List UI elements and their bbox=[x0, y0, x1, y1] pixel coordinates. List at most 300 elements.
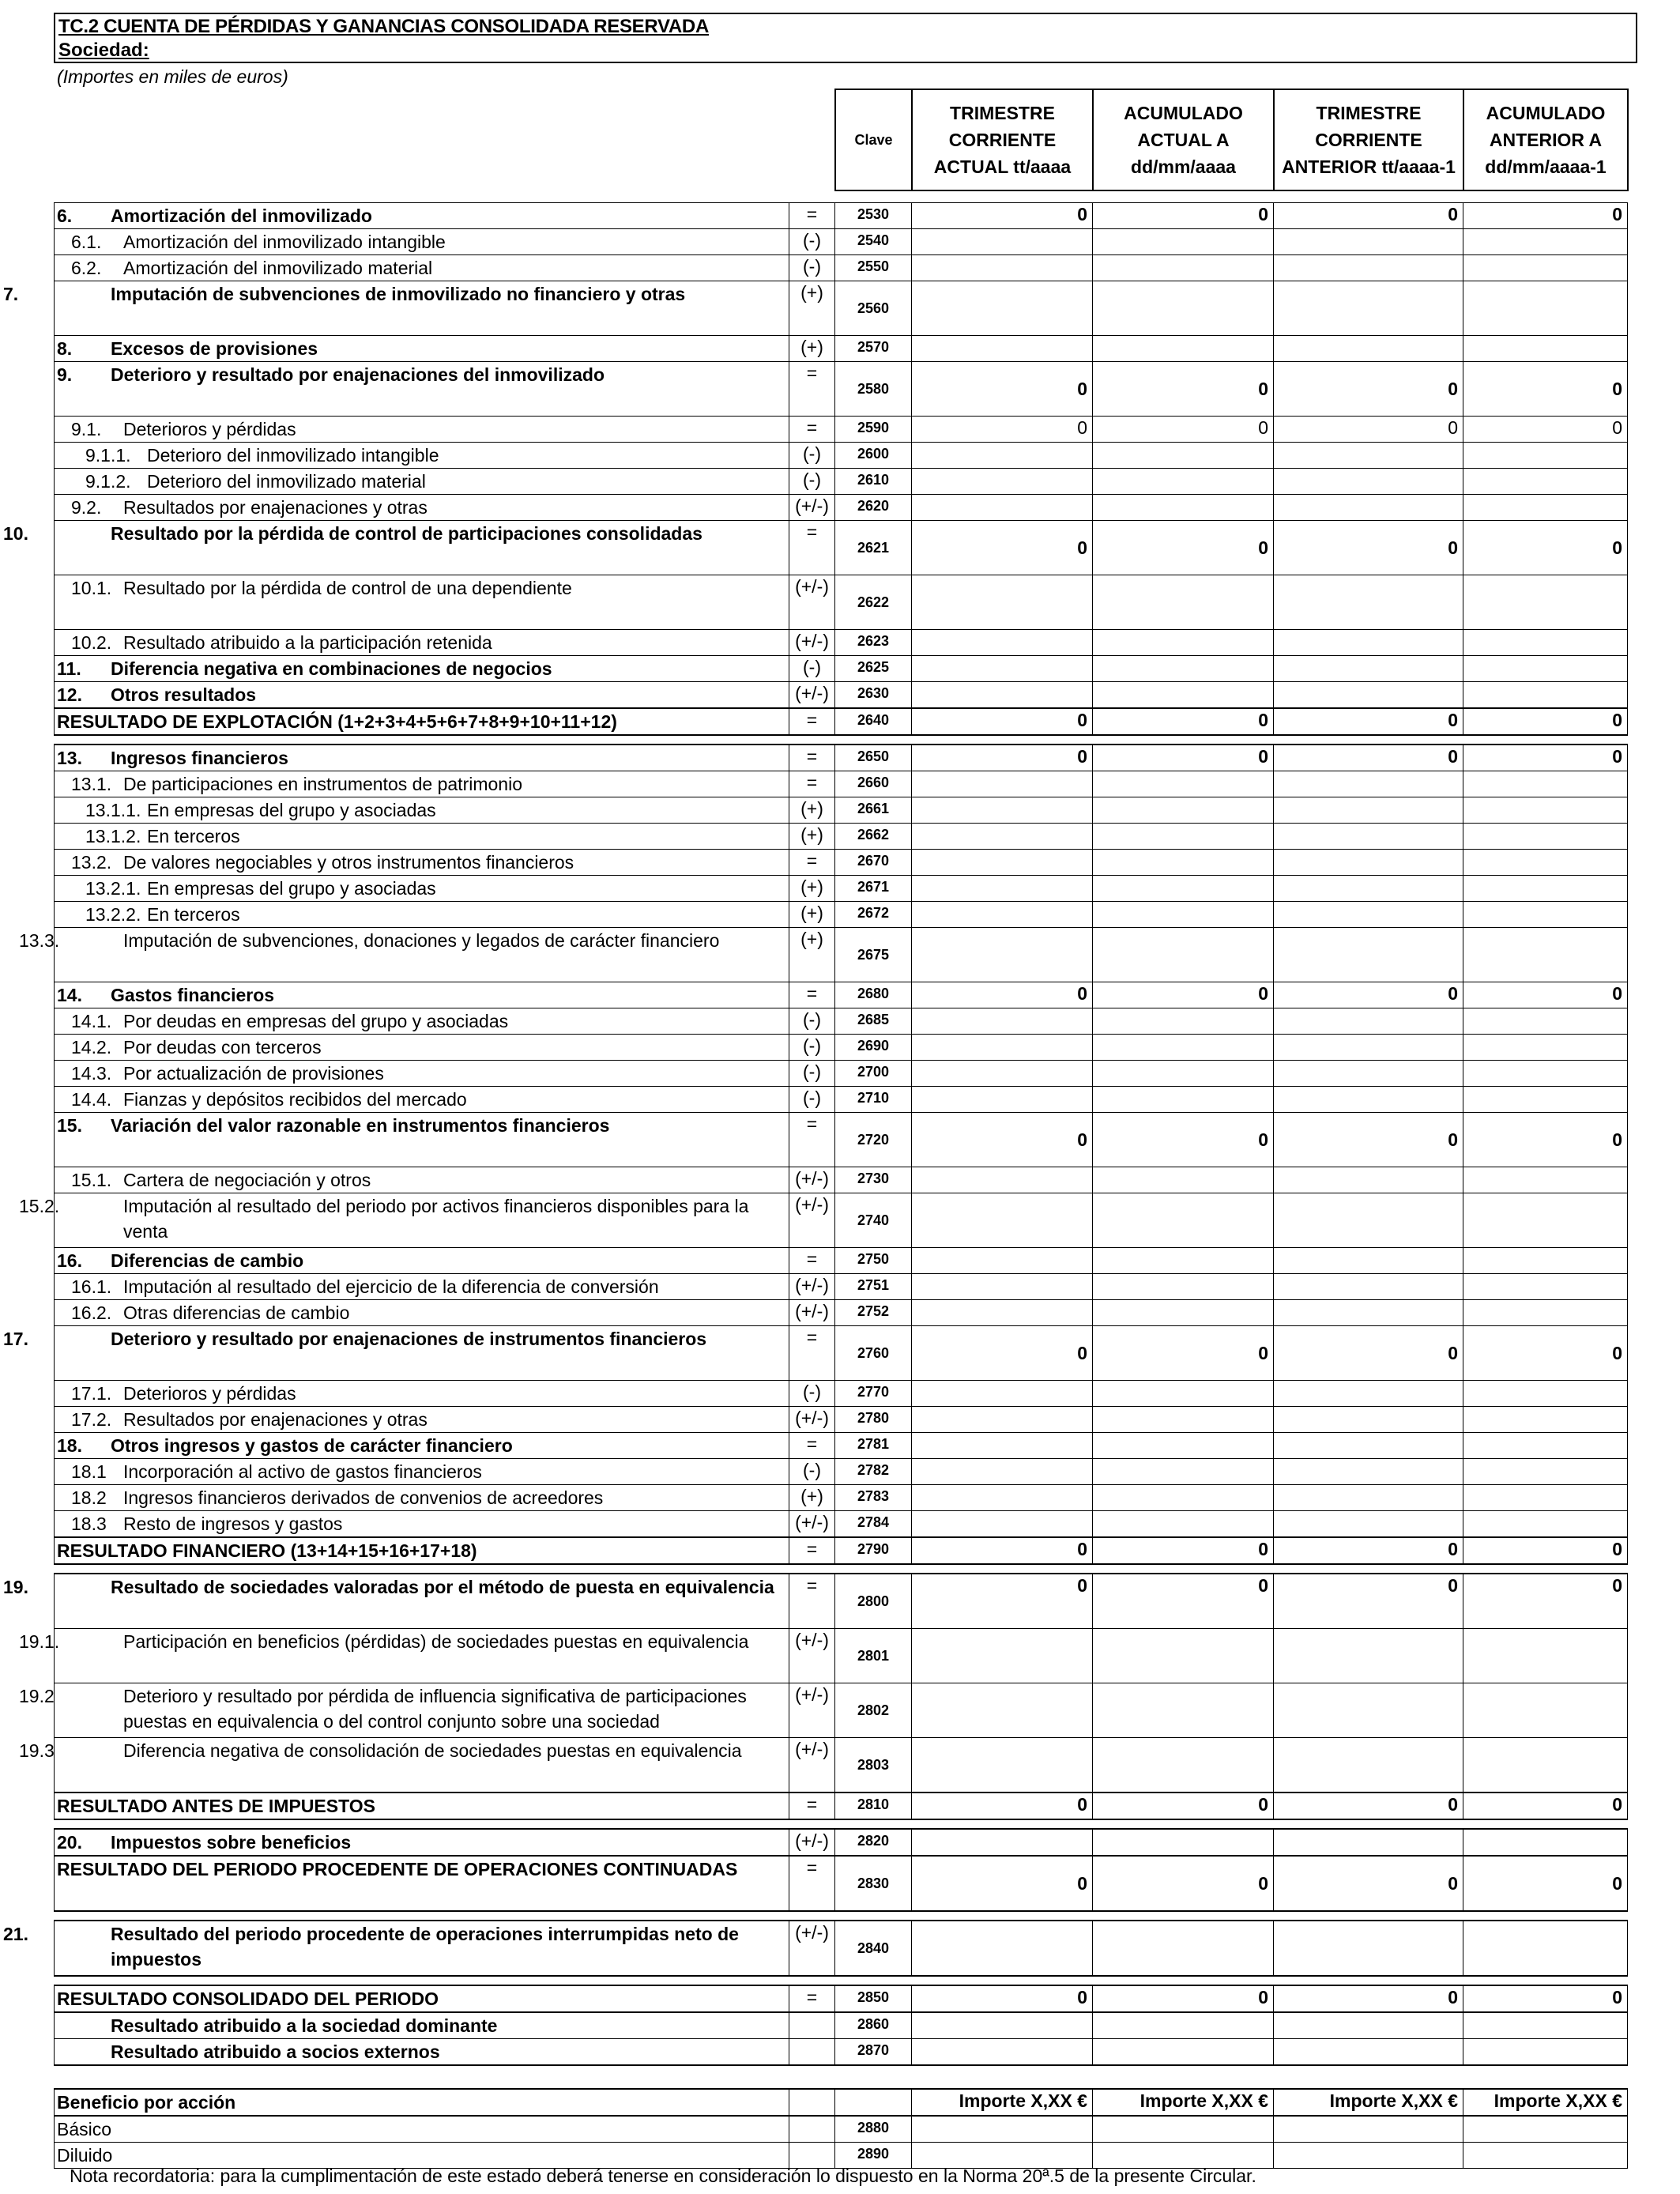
row-key: 2620 bbox=[835, 495, 912, 521]
value-cell[interactable] bbox=[912, 336, 1093, 362]
value-cell[interactable]: 0 bbox=[1274, 417, 1463, 443]
value-cell[interactable] bbox=[1093, 2039, 1274, 2066]
value-cell[interactable]: 0 bbox=[1463, 1113, 1628, 1167]
value-cell[interactable] bbox=[912, 1485, 1093, 1511]
value-cell[interactable] bbox=[912, 1300, 1093, 1326]
value-cell[interactable] bbox=[1093, 1738, 1274, 1793]
value-cell[interactable]: 0 bbox=[1274, 745, 1463, 771]
value-cell[interactable] bbox=[1463, 824, 1628, 850]
row-number: 19. bbox=[3, 1577, 28, 1597]
value-cell[interactable] bbox=[1463, 850, 1628, 876]
value-cell[interactable] bbox=[1274, 443, 1463, 469]
table-row bbox=[55, 1511, 1628, 1538]
value-cell[interactable] bbox=[1463, 928, 1628, 982]
value-cell[interactable]: 0 bbox=[912, 1856, 1093, 1911]
value-cell[interactable] bbox=[1274, 336, 1463, 362]
value-cell[interactable] bbox=[1274, 1511, 1463, 1538]
value-cell[interactable] bbox=[1093, 1248, 1274, 1274]
value-cell[interactable] bbox=[1274, 1193, 1463, 1248]
value-cell[interactable]: 0 bbox=[1463, 1574, 1628, 1629]
value-cell[interactable]: Importe X,XX € bbox=[1093, 2089, 1274, 2116]
table-row bbox=[55, 255, 1628, 281]
value-cell[interactable] bbox=[1274, 2039, 1463, 2066]
value-cell[interactable]: 0 bbox=[1463, 1326, 1628, 1381]
value-cell[interactable] bbox=[1093, 1008, 1274, 1035]
row-sign: (-) bbox=[789, 1381, 835, 1407]
value-cell[interactable] bbox=[1463, 797, 1628, 824]
value-cell[interactable] bbox=[1274, 1381, 1463, 1407]
row-label bbox=[55, 1856, 789, 1911]
value-cell[interactable] bbox=[1093, 1381, 1274, 1407]
row-label-text: Otros ingresos y gastos de carácter financiero bbox=[111, 1435, 513, 1456]
value-cell[interactable] bbox=[1463, 876, 1628, 902]
table-row bbox=[55, 1829, 1628, 1856]
value-cell[interactable] bbox=[1463, 1459, 1628, 1485]
row-label-text: Deterioros y pérdidas bbox=[123, 419, 296, 439]
value-cell[interactable]: 0 bbox=[1463, 417, 1628, 443]
value-cell[interactable]: 0 bbox=[1463, 203, 1628, 229]
value-cell[interactable]: 0 bbox=[1093, 745, 1274, 771]
value-cell[interactable] bbox=[1093, 1167, 1274, 1193]
value-cell[interactable]: 0 bbox=[912, 1326, 1093, 1381]
value-cell[interactable]: 0 bbox=[912, 982, 1093, 1008]
row-number: 13.2.2. bbox=[85, 904, 141, 925]
table-row bbox=[55, 281, 1628, 336]
value-cell[interactable]: 0 bbox=[1093, 362, 1274, 417]
row-label bbox=[55, 2143, 789, 2169]
value-cell[interactable] bbox=[912, 1087, 1093, 1113]
row-sign: (+/-) bbox=[789, 1167, 835, 1193]
value-cell[interactable] bbox=[1463, 495, 1628, 521]
value-cell[interactable] bbox=[1274, 1300, 1463, 1326]
value-cell[interactable] bbox=[1274, 902, 1463, 928]
row-label bbox=[55, 982, 789, 1008]
table-row bbox=[55, 1459, 1628, 1485]
value-cell[interactable] bbox=[1093, 1035, 1274, 1061]
value-cell[interactable] bbox=[912, 575, 1093, 630]
value-cell[interactable] bbox=[912, 1167, 1093, 1193]
value-cell[interactable] bbox=[1274, 771, 1463, 797]
value-cell[interactable] bbox=[1463, 682, 1628, 709]
value-cell[interactable]: 0 bbox=[912, 1113, 1093, 1167]
value-cell[interactable]: 0 bbox=[1463, 1856, 1628, 1911]
value-cell[interactable] bbox=[1093, 1629, 1274, 1683]
value-cell[interactable]: 0 bbox=[1274, 1985, 1463, 2012]
value-cell[interactable] bbox=[1463, 1381, 1628, 1407]
value-cell[interactable] bbox=[1093, 876, 1274, 902]
value-cell[interactable] bbox=[1463, 1407, 1628, 1433]
row-key: 2760 bbox=[835, 1326, 912, 1381]
value-cell[interactable] bbox=[912, 771, 1093, 797]
value-cell[interactable] bbox=[1274, 824, 1463, 850]
row-number: 14. bbox=[57, 985, 82, 1005]
value-cell[interactable] bbox=[1274, 682, 1463, 709]
value-cell[interactable] bbox=[1463, 281, 1628, 336]
value-cell[interactable] bbox=[1274, 1433, 1463, 1459]
row-label bbox=[55, 2012, 789, 2039]
value-cell[interactable]: 0 bbox=[1463, 521, 1628, 575]
value-cell[interactable] bbox=[912, 2143, 1093, 2169]
row-key: 2661 bbox=[835, 797, 912, 824]
row-sign: = bbox=[789, 521, 835, 575]
value-cell[interactable]: 0 bbox=[1093, 1793, 1274, 1819]
value-cell[interactable] bbox=[912, 630, 1093, 656]
value-cell[interactable]: 0 bbox=[1093, 1985, 1274, 2012]
value-cell[interactable]: 0 bbox=[1463, 362, 1628, 417]
value-cell[interactable] bbox=[1093, 1433, 1274, 1459]
row-label-text: Fianzas y depósitos recibidos del mercado bbox=[123, 1089, 467, 1110]
value-cell[interactable] bbox=[1274, 255, 1463, 281]
value-cell[interactable] bbox=[1463, 1683, 1628, 1738]
table-row bbox=[55, 575, 1628, 630]
value-cell[interactable]: 0 bbox=[1274, 521, 1463, 575]
value-cell[interactable] bbox=[1463, 1300, 1628, 1326]
row-label-text: RESULTADO DEL PERIODO PROCEDENTE DE OPERACIONES CONTINUADAS bbox=[57, 1859, 738, 1879]
value-cell[interactable]: Importe X,XX € bbox=[1463, 2089, 1628, 2116]
row-sign: = bbox=[789, 1985, 835, 2012]
value-cell[interactable] bbox=[912, 1683, 1093, 1738]
value-cell[interactable] bbox=[912, 1274, 1093, 1300]
row-label bbox=[55, 656, 789, 682]
value-cell[interactable] bbox=[1463, 1035, 1628, 1061]
value-cell[interactable] bbox=[1093, 1407, 1274, 1433]
value-cell[interactable] bbox=[912, 229, 1093, 255]
value-cell[interactable] bbox=[912, 1407, 1093, 1433]
row-key bbox=[835, 2089, 912, 2116]
value-cell[interactable]: 0 bbox=[1093, 708, 1274, 735]
value-cell[interactable] bbox=[1093, 255, 1274, 281]
value-cell[interactable] bbox=[1274, 850, 1463, 876]
row-key: 2751 bbox=[835, 1274, 912, 1300]
value-cell[interactable] bbox=[912, 1629, 1093, 1683]
row-label-text: Diferencia negativa en combinaciones de negocios bbox=[111, 658, 552, 679]
value-cell[interactable] bbox=[912, 1511, 1093, 1538]
row-key: 2803 bbox=[835, 1738, 912, 1793]
row-key: 2860 bbox=[835, 2012, 912, 2039]
value-cell[interactable] bbox=[1463, 2143, 1628, 2169]
value-cell[interactable]: Importe X,XX € bbox=[1274, 2089, 1463, 2116]
value-cell[interactable] bbox=[912, 682, 1093, 709]
value-cell[interactable]: 0 bbox=[912, 1793, 1093, 1819]
table-row bbox=[55, 521, 1628, 575]
value-cell[interactable] bbox=[1463, 1008, 1628, 1035]
value-cell[interactable] bbox=[1093, 797, 1274, 824]
table-row bbox=[55, 1087, 1628, 1113]
value-cell[interactable] bbox=[1093, 682, 1274, 709]
value-cell[interactable] bbox=[1093, 1300, 1274, 1326]
value-cell[interactable] bbox=[1093, 469, 1274, 495]
value-cell[interactable] bbox=[1093, 443, 1274, 469]
value-cell[interactable] bbox=[1274, 575, 1463, 630]
value-cell[interactable] bbox=[1463, 1921, 1628, 1976]
value-cell[interactable] bbox=[1463, 443, 1628, 469]
value-cell[interactable] bbox=[1463, 630, 1628, 656]
value-cell[interactable]: 0 bbox=[1093, 203, 1274, 229]
value-cell[interactable]: 0 bbox=[1093, 1856, 1274, 1911]
value-cell[interactable] bbox=[1463, 1274, 1628, 1300]
value-cell[interactable] bbox=[1274, 2116, 1463, 2143]
value-cell[interactable]: 0 bbox=[1463, 1793, 1628, 1819]
value-cell[interactable] bbox=[1093, 1485, 1274, 1511]
value-cell[interactable] bbox=[1093, 2012, 1274, 2039]
row-label-text: De valores negociables y otros instrumentos financieros bbox=[123, 852, 574, 873]
value-cell[interactable] bbox=[1274, 281, 1463, 336]
value-cell[interactable] bbox=[1463, 1433, 1628, 1459]
value-cell[interactable] bbox=[912, 281, 1093, 336]
value-cell[interactable] bbox=[1274, 630, 1463, 656]
value-cell[interactable] bbox=[912, 495, 1093, 521]
value-cell[interactable] bbox=[1463, 1511, 1628, 1538]
row-key: 2801 bbox=[835, 1629, 912, 1683]
value-cell[interactable] bbox=[1093, 1683, 1274, 1738]
table-row bbox=[55, 771, 1628, 797]
value-cell[interactable] bbox=[912, 443, 1093, 469]
value-cell[interactable] bbox=[912, 1035, 1093, 1061]
value-cell[interactable] bbox=[912, 876, 1093, 902]
value-cell[interactable] bbox=[1093, 1511, 1274, 1538]
value-cell[interactable] bbox=[1463, 255, 1628, 281]
value-cell[interactable] bbox=[1274, 1087, 1463, 1113]
value-cell[interactable] bbox=[912, 850, 1093, 876]
value-cell[interactable] bbox=[1093, 656, 1274, 682]
value-cell[interactable] bbox=[1463, 575, 1628, 630]
value-cell[interactable]: 0 bbox=[1463, 708, 1628, 735]
value-cell[interactable] bbox=[912, 2039, 1093, 2066]
value-cell[interactable]: 0 bbox=[1274, 708, 1463, 735]
row-label-text: Ingresos financieros derivados de convenios de acreedores bbox=[123, 1487, 604, 1508]
value-cell[interactable] bbox=[1274, 1035, 1463, 1061]
value-cell[interactable] bbox=[1274, 1459, 1463, 1485]
value-cell[interactable] bbox=[1093, 630, 1274, 656]
value-cell[interactable] bbox=[912, 255, 1093, 281]
value-cell[interactable]: 0 bbox=[1093, 521, 1274, 575]
value-cell[interactable] bbox=[912, 656, 1093, 682]
value-cell[interactable] bbox=[1274, 2143, 1463, 2169]
value-cell[interactable]: 0 bbox=[1093, 1574, 1274, 1629]
value-cell[interactable] bbox=[1463, 1738, 1628, 1793]
value-cell[interactable] bbox=[1274, 797, 1463, 824]
value-cell[interactable]: 0 bbox=[912, 1985, 1093, 2012]
value-cell[interactable] bbox=[912, 1061, 1093, 1087]
row-sign: = bbox=[789, 417, 835, 443]
value-cell[interactable] bbox=[1463, 1167, 1628, 1193]
value-cell[interactable] bbox=[1274, 1248, 1463, 1274]
value-cell[interactable]: 0 bbox=[1093, 1326, 1274, 1381]
row-label bbox=[55, 362, 789, 417]
value-cell[interactable] bbox=[1093, 281, 1274, 336]
value-cell[interactable] bbox=[1093, 2143, 1274, 2169]
value-cell[interactable] bbox=[1274, 469, 1463, 495]
form-title: TC.2 CUENTA DE PÉRDIDAS Y GANANCIAS CONSOLIDADA RESERVADA bbox=[58, 16, 709, 37]
row-sign: = bbox=[789, 745, 835, 771]
value-cell[interactable] bbox=[1274, 229, 1463, 255]
value-cell[interactable] bbox=[1274, 1921, 1463, 1976]
row-number: 9.1.1. bbox=[85, 445, 131, 466]
value-cell[interactable]: 0 bbox=[1274, 1574, 1463, 1629]
row-sign: (+/-) bbox=[789, 1829, 835, 1856]
value-cell[interactable] bbox=[912, 2116, 1093, 2143]
value-cell[interactable] bbox=[1463, 1193, 1628, 1248]
value-cell[interactable] bbox=[1093, 1061, 1274, 1087]
value-cell[interactable] bbox=[912, 1738, 1093, 1793]
value-cell[interactable] bbox=[912, 2012, 1093, 2039]
row-label-text: Resultado por la pérdida de control de una dependiente bbox=[123, 578, 572, 598]
row-label-text: Cartera de negociación y otros bbox=[123, 1170, 371, 1190]
table-row bbox=[55, 1985, 1628, 2012]
row-label bbox=[55, 797, 789, 824]
table-row bbox=[55, 902, 1628, 928]
value-cell[interactable]: 0 bbox=[912, 708, 1093, 735]
value-cell[interactable] bbox=[1274, 1008, 1463, 1035]
value-cell[interactable] bbox=[1463, 771, 1628, 797]
row-key: 2590 bbox=[835, 417, 912, 443]
row-key: 2670 bbox=[835, 850, 912, 876]
value-cell[interactable] bbox=[1463, 1248, 1628, 1274]
value-cell[interactable]: 0 bbox=[1093, 417, 1274, 443]
value-cell[interactable]: 0 bbox=[1274, 203, 1463, 229]
value-cell[interactable] bbox=[1093, 1829, 1274, 1856]
value-cell[interactable]: 0 bbox=[912, 417, 1093, 443]
value-cell[interactable] bbox=[1093, 2116, 1274, 2143]
value-cell[interactable]: 0 bbox=[1463, 745, 1628, 771]
value-cell[interactable] bbox=[1463, 1061, 1628, 1087]
value-cell[interactable] bbox=[1274, 1274, 1463, 1300]
row-label bbox=[55, 2116, 789, 2143]
value-cell[interactable]: 0 bbox=[1274, 982, 1463, 1008]
value-cell[interactable]: 0 bbox=[912, 362, 1093, 417]
row-label bbox=[19, 1738, 789, 1793]
value-cell[interactable] bbox=[1463, 2039, 1628, 2066]
value-cell[interactable] bbox=[912, 1433, 1093, 1459]
value-cell[interactable]: 0 bbox=[1093, 982, 1274, 1008]
value-cell[interactable] bbox=[1274, 876, 1463, 902]
value-cell[interactable]: 0 bbox=[1463, 1537, 1628, 1564]
value-cell[interactable] bbox=[912, 1248, 1093, 1274]
value-cell[interactable]: 0 bbox=[912, 745, 1093, 771]
value-cell[interactable] bbox=[1093, 824, 1274, 850]
value-cell[interactable]: 0 bbox=[1274, 1793, 1463, 1819]
value-cell[interactable] bbox=[1463, 2116, 1628, 2143]
value-cell[interactable]: 0 bbox=[1093, 1113, 1274, 1167]
col-header-trimestre-anterior: TRIMESTRE CORRIENTE ANTERIOR tt/aaaa-1 bbox=[1274, 89, 1463, 190]
row-sign: (+) bbox=[789, 928, 835, 982]
row-number: 16.2. bbox=[71, 1302, 112, 1323]
value-cell[interactable] bbox=[912, 928, 1093, 982]
value-cell[interactable] bbox=[912, 1829, 1093, 1856]
value-cell[interactable] bbox=[1274, 1407, 1463, 1433]
value-cell[interactable] bbox=[1093, 771, 1274, 797]
value-cell[interactable] bbox=[1463, 1087, 1628, 1113]
value-cell[interactable] bbox=[1274, 2012, 1463, 2039]
value-cell[interactable] bbox=[912, 1193, 1093, 1248]
row-number: 9. bbox=[57, 364, 73, 385]
value-cell[interactable] bbox=[1274, 1829, 1463, 1856]
value-cell[interactable] bbox=[1093, 229, 1274, 255]
row-label-text: Resultado de sociedades valoradas por el método de puesta en equivalencia bbox=[111, 1577, 774, 1597]
value-cell[interactable] bbox=[1463, 2012, 1628, 2039]
value-cell[interactable]: 0 bbox=[1463, 982, 1628, 1008]
value-cell[interactable] bbox=[1463, 1629, 1628, 1683]
value-cell[interactable] bbox=[1093, 902, 1274, 928]
value-cell[interactable] bbox=[1274, 928, 1463, 982]
value-cell[interactable] bbox=[1093, 928, 1274, 982]
value-cell[interactable]: 0 bbox=[1274, 362, 1463, 417]
value-cell[interactable]: 0 bbox=[912, 203, 1093, 229]
table-row bbox=[55, 1274, 1628, 1300]
value-cell[interactable] bbox=[1463, 1829, 1628, 1856]
row-label-text: Excesos de provisiones bbox=[111, 338, 318, 359]
value-cell[interactable] bbox=[1274, 1738, 1463, 1793]
value-cell[interactable]: 0 bbox=[912, 521, 1093, 575]
table-row bbox=[55, 824, 1628, 850]
value-cell[interactable] bbox=[1093, 495, 1274, 521]
value-cell[interactable] bbox=[1274, 1485, 1463, 1511]
value-cell[interactable] bbox=[1093, 336, 1274, 362]
value-cell[interactable] bbox=[912, 1381, 1093, 1407]
value-cell[interactable] bbox=[1463, 229, 1628, 255]
value-cell[interactable] bbox=[912, 1921, 1093, 1976]
value-cell[interactable] bbox=[1463, 656, 1628, 682]
value-cell[interactable] bbox=[1274, 656, 1463, 682]
value-cell[interactable] bbox=[912, 797, 1093, 824]
value-cell[interactable]: Importe X,XX € bbox=[912, 2089, 1093, 2116]
value-cell[interactable] bbox=[1093, 850, 1274, 876]
value-cell[interactable] bbox=[912, 1008, 1093, 1035]
row-label-text: Amortización del inmovilizado material bbox=[123, 258, 433, 278]
row-sign: = bbox=[789, 982, 835, 1008]
value-cell[interactable] bbox=[1093, 1459, 1274, 1485]
value-cell[interactable] bbox=[1093, 575, 1274, 630]
row-label bbox=[55, 2089, 789, 2116]
value-cell[interactable]: 0 bbox=[1274, 1856, 1463, 1911]
value-cell[interactable] bbox=[912, 1459, 1093, 1485]
value-cell[interactable] bbox=[1093, 1087, 1274, 1113]
table-row bbox=[55, 682, 1628, 709]
value-cell[interactable] bbox=[1274, 1629, 1463, 1683]
value-cell[interactable] bbox=[912, 824, 1093, 850]
value-cell[interactable] bbox=[912, 902, 1093, 928]
table-row bbox=[55, 1629, 1628, 1683]
row-number: 21. bbox=[3, 1924, 28, 1944]
row-key: 2560 bbox=[835, 281, 912, 336]
row-sign: (+/-) bbox=[789, 1300, 835, 1326]
row-key: 2784 bbox=[835, 1511, 912, 1538]
value-cell[interactable]: 0 bbox=[1093, 1537, 1274, 1564]
value-cell[interactable] bbox=[1274, 1061, 1463, 1087]
value-cell[interactable]: 0 bbox=[912, 1574, 1093, 1629]
value-cell[interactable] bbox=[1463, 1485, 1628, 1511]
value-cell[interactable] bbox=[1463, 902, 1628, 928]
value-cell[interactable]: 0 bbox=[1274, 1537, 1463, 1564]
value-cell[interactable] bbox=[1463, 336, 1628, 362]
row-number: 7. bbox=[3, 284, 19, 304]
value-cell[interactable]: 0 bbox=[1463, 1985, 1628, 2012]
value-cell[interactable] bbox=[912, 469, 1093, 495]
value-cell[interactable] bbox=[1274, 1683, 1463, 1738]
value-cell[interactable] bbox=[1274, 1167, 1463, 1193]
value-cell[interactable] bbox=[1093, 1193, 1274, 1248]
value-cell[interactable] bbox=[1093, 1921, 1274, 1976]
row-sign: (+) bbox=[789, 1485, 835, 1511]
value-cell[interactable] bbox=[1274, 495, 1463, 521]
value-cell[interactable]: 0 bbox=[1274, 1326, 1463, 1381]
value-cell[interactable] bbox=[1463, 469, 1628, 495]
value-cell[interactable]: 0 bbox=[1274, 1113, 1463, 1167]
value-cell[interactable]: 0 bbox=[912, 1537, 1093, 1564]
row-sign: (+/-) bbox=[789, 1193, 835, 1248]
value-cell[interactable] bbox=[1093, 1274, 1274, 1300]
table-row bbox=[55, 1193, 1628, 1248]
